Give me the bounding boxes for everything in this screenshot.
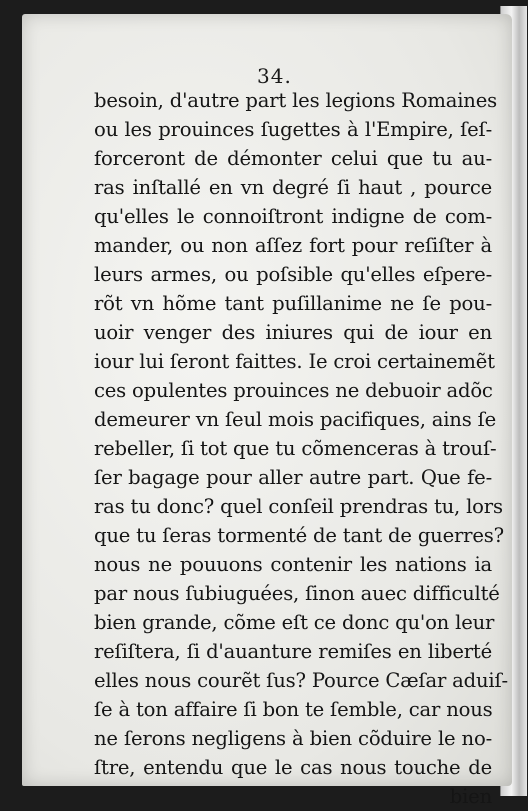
text-line: rebeller, ſi tot que tu cõmenceras à trouſ-: [94, 437, 497, 460]
text-line: reſiſtera, ſi d'auanture remiſes en liberté: [94, 640, 492, 663]
text-line: besoin, d'autre part les legions Romaines: [94, 89, 497, 112]
text-line: par nous ſubiuguées, ſinon auec difficulté: [94, 582, 500, 605]
text-line: ſtre, entendu que le cas nous touche de: [94, 756, 492, 779]
book-page: [22, 14, 512, 808]
text-line: ſe à ton affaire ſi bon te ſemble, car nous: [94, 698, 493, 721]
text-line: elles nous courẽt ſus? Pource Cæſar aduiſ-: [94, 669, 508, 692]
text-line: bien grande, cõme eſt ce donc qu'on leur: [94, 611, 495, 634]
catchword: bien: [449, 785, 492, 808]
text-line: mander, ou non aſſez fort pour reſiſter à: [94, 234, 492, 257]
text-line: ſer bagage pour aller autre part. Que fe-: [94, 466, 492, 489]
text-line: ras tu donc? quel conſeil prendras tu, lors: [94, 495, 503, 518]
text-line: que tu ſeras tormenté de tant de guerres?: [94, 524, 504, 547]
text-line: iour lui ſeront faittes. Ie croi certainemẽt: [94, 350, 495, 373]
page-number: 34.: [257, 64, 292, 88]
text-line: rõt vn hõme tant puſillanime ne ſe pou-: [94, 292, 492, 315]
text-line: ou les prouinces ſugettes à l'Empire, ſeſ-: [94, 118, 492, 141]
text-line: uoir venger des iniures qui de iour en: [94, 321, 492, 344]
text-line: leurs armes, ou poſsible qu'elles eſpere-: [94, 263, 492, 286]
text-line: ras inſtallé en vn degré ſi haut , pource: [94, 176, 492, 199]
body-text: [94, 86, 508, 811]
text-line: forceront de démonter celui que tu au-: [94, 147, 492, 170]
text-line: demeurer vn ſeul mois pacifiques, ains ſe: [94, 408, 497, 431]
text-line: ne ſerons negligens à bien cõduire le no-: [94, 727, 492, 750]
text-line: nous ne pouuons contenir les nations ia: [94, 553, 492, 576]
text-line: qu'elles le connoiſtront indigne de com-: [94, 205, 492, 228]
text-line: ces opulentes prouinces ne debuoir adõc: [94, 379, 493, 402]
